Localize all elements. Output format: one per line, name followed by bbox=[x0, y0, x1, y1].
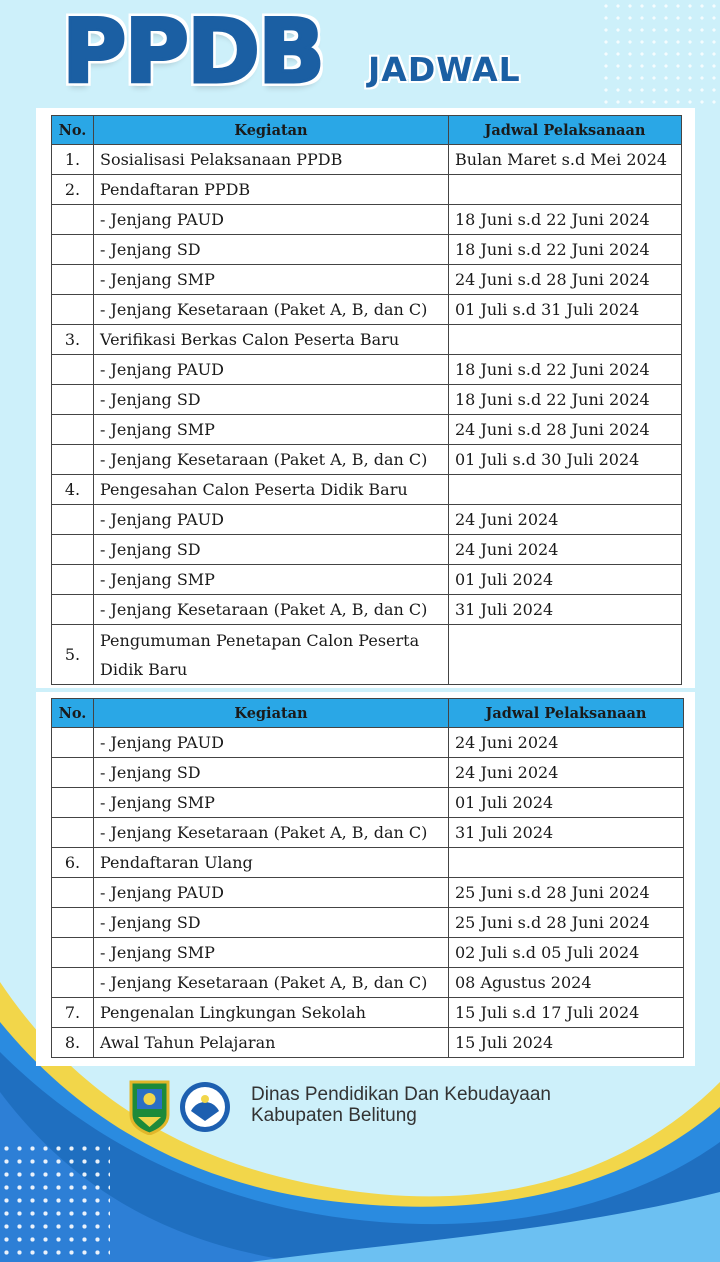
page-title: PPDB bbox=[62, 0, 324, 103]
cell-no bbox=[52, 295, 94, 325]
cell-no bbox=[52, 385, 94, 415]
cell-jadwal: 24 Juni 2024 bbox=[449, 728, 684, 758]
table-row bbox=[52, 908, 684, 938]
cell-kegiatan: - Jenjang SMP bbox=[94, 265, 449, 295]
table-row bbox=[52, 878, 684, 908]
cell-no: 2. bbox=[52, 175, 94, 205]
cell-jadwal: 31 Juli 2024 bbox=[449, 818, 684, 848]
cell-jadwal: 01 Juli s.d 30 Juli 2024 bbox=[449, 445, 682, 475]
cell-jadwal: 18 Juni s.d 22 Juni 2024 bbox=[449, 235, 682, 265]
header-no: No. bbox=[52, 116, 94, 145]
cell-jadwal: 24 Juni 2024 bbox=[449, 535, 682, 565]
table-row bbox=[52, 145, 682, 175]
cell-jadwal: 08 Agustus 2024 bbox=[449, 968, 684, 998]
cell-jadwal: 24 Juni 2024 bbox=[449, 758, 684, 788]
cell-no bbox=[52, 788, 94, 818]
header-jadwal: Jadwal Pelaksanaan bbox=[449, 116, 682, 145]
cell-kegiatan: Pengesahan Calon Peserta Didik Baru bbox=[94, 475, 449, 505]
table-row bbox=[52, 235, 682, 265]
cell-kegiatan: - Jenjang SD bbox=[94, 758, 449, 788]
cell-kegiatan: Sosialisasi Pelaksanaan PPDB bbox=[94, 145, 449, 175]
header-no: No. bbox=[52, 699, 94, 728]
cell-jadwal: 25 Juni s.d 28 Juni 2024 bbox=[449, 878, 684, 908]
table-row bbox=[52, 445, 682, 475]
cell-no bbox=[52, 535, 94, 565]
cell-jadwal: 18 Juni s.d 22 Juni 2024 bbox=[449, 355, 682, 385]
table-row bbox=[52, 175, 682, 205]
table-row bbox=[52, 565, 682, 595]
cell-no bbox=[52, 505, 94, 535]
cell-jadwal bbox=[449, 175, 682, 205]
cell-no bbox=[52, 265, 94, 295]
table-row bbox=[52, 758, 684, 788]
cell-kegiatan: - Jenjang SD bbox=[94, 385, 449, 415]
cell-jadwal bbox=[449, 625, 682, 685]
decorative-dots-bottom bbox=[0, 1142, 110, 1262]
cell-kegiatan: - Jenjang SD bbox=[94, 235, 449, 265]
table-row bbox=[52, 205, 682, 235]
table-row bbox=[52, 848, 684, 878]
cell-jadwal: 25 Juni s.d 28 Juni 2024 bbox=[449, 908, 684, 938]
cell-kegiatan: - Jenjang PAUD bbox=[94, 878, 449, 908]
table-row bbox=[52, 265, 682, 295]
cell-kegiatan: Pendaftaran PPDB bbox=[94, 175, 449, 205]
cell-no bbox=[52, 818, 94, 848]
cell-kegiatan: - Jenjang PAUD bbox=[94, 505, 449, 535]
cell-kegiatan: - Jenjang SMP bbox=[94, 938, 449, 968]
footer-line-1: Dinas Pendidikan Dan Kebudayaan bbox=[251, 1084, 551, 1105]
cell-jadwal: 31 Juli 2024 bbox=[449, 595, 682, 625]
cell-kegiatan: - Jenjang SMP bbox=[94, 565, 449, 595]
footer-text bbox=[251, 1084, 551, 1126]
page-subtitle: JADWAL bbox=[368, 50, 521, 89]
cell-no bbox=[52, 355, 94, 385]
tut-wuri-handayani-logo-icon bbox=[179, 1081, 231, 1133]
decorative-dots-top bbox=[600, 0, 720, 110]
cell-no: 7. bbox=[52, 998, 94, 1028]
cell-no bbox=[52, 565, 94, 595]
cell-jadwal: 24 Juni 2024 bbox=[449, 505, 682, 535]
cell-kegiatan: Awal Tahun Pelajaran bbox=[94, 1028, 449, 1058]
header-kegiatan: Kegiatan bbox=[94, 699, 449, 728]
cell-jadwal: Bulan Maret s.d Mei 2024 bbox=[449, 145, 682, 175]
table-header-row bbox=[52, 699, 684, 728]
cell-jadwal: 01 Juli s.d 31 Juli 2024 bbox=[449, 295, 682, 325]
cell-no: 3. bbox=[52, 325, 94, 355]
cell-kegiatan: - Jenjang Kesetaraan (Paket A, B, dan C) bbox=[94, 295, 449, 325]
cell-no: 5. bbox=[52, 625, 94, 685]
table-row bbox=[52, 535, 682, 565]
cell-no bbox=[52, 938, 94, 968]
cell-kegiatan: Verifikasi Berkas Calon Peserta Baru bbox=[94, 325, 449, 355]
cell-kegiatan: - Jenjang SD bbox=[94, 535, 449, 565]
cell-no bbox=[52, 595, 94, 625]
header-kegiatan: Kegiatan bbox=[94, 116, 449, 145]
table-row bbox=[52, 938, 684, 968]
table-row bbox=[52, 625, 682, 685]
cell-kegiatan: - Jenjang SMP bbox=[94, 415, 449, 445]
cell-jadwal: 24 Juni s.d 28 Juni 2024 bbox=[449, 265, 682, 295]
schedule-table-1 bbox=[51, 115, 682, 685]
table-header-row bbox=[52, 116, 682, 145]
cell-jadwal: 01 Juli 2024 bbox=[449, 788, 684, 818]
table-row bbox=[52, 968, 684, 998]
cell-kegiatan: - Jenjang PAUD bbox=[94, 205, 449, 235]
cell-no bbox=[52, 758, 94, 788]
footer-line-2: Kabupaten Belitung bbox=[251, 1105, 417, 1126]
cell-no: 4. bbox=[52, 475, 94, 505]
table-row bbox=[52, 295, 682, 325]
cell-no: 8. bbox=[52, 1028, 94, 1058]
cell-jadwal: 02 Juli s.d 05 Juli 2024 bbox=[449, 938, 684, 968]
cell-no bbox=[52, 728, 94, 758]
cell-kegiatan: - Jenjang PAUD bbox=[94, 355, 449, 385]
table-row bbox=[52, 355, 682, 385]
table-row bbox=[52, 998, 684, 1028]
cell-jadwal bbox=[449, 475, 682, 505]
logos bbox=[128, 1079, 231, 1135]
table-row bbox=[52, 415, 682, 445]
table-row bbox=[52, 818, 684, 848]
cell-jadwal bbox=[449, 848, 684, 878]
cell-kegiatan: Pengenalan Lingkungan Sekolah bbox=[94, 998, 449, 1028]
header-jadwal: Jadwal Pelaksanaan bbox=[449, 699, 684, 728]
cell-no bbox=[52, 445, 94, 475]
cell-jadwal: 18 Juni s.d 22 Juni 2024 bbox=[449, 385, 682, 415]
cell-kegiatan: - Jenjang SMP bbox=[94, 788, 449, 818]
cell-jadwal: 18 Juni s.d 22 Juni 2024 bbox=[449, 205, 682, 235]
cell-no bbox=[52, 878, 94, 908]
belitung-regency-emblem-icon bbox=[128, 1079, 171, 1135]
cell-jadwal: 15 Juli s.d 17 Juli 2024 bbox=[449, 998, 684, 1028]
cell-jadwal: 01 Juli 2024 bbox=[449, 565, 682, 595]
table-row bbox=[52, 385, 682, 415]
cell-no bbox=[52, 908, 94, 938]
cell-kegiatan: - Jenjang Kesetaraan (Paket A, B, dan C) bbox=[94, 968, 449, 998]
cell-kegiatan: - Jenjang SD bbox=[94, 908, 449, 938]
cell-kegiatan: - Jenjang PAUD bbox=[94, 728, 449, 758]
cell-jadwal bbox=[449, 325, 682, 355]
cell-jadwal: 24 Juni s.d 28 Juni 2024 bbox=[449, 415, 682, 445]
table-row bbox=[52, 505, 682, 535]
table-row bbox=[52, 325, 682, 355]
cell-kegiatan: Pengumuman Penetapan Calon Peserta Didik Baru bbox=[94, 625, 449, 685]
cell-kegiatan: - Jenjang Kesetaraan (Paket A, B, dan C) bbox=[94, 818, 449, 848]
table-row bbox=[52, 595, 682, 625]
table-row bbox=[52, 728, 684, 758]
cell-kegiatan: - Jenjang Kesetaraan (Paket A, B, dan C) bbox=[94, 445, 449, 475]
schedule-table-2 bbox=[51, 698, 684, 1058]
table-row bbox=[52, 475, 682, 505]
cell-no bbox=[52, 235, 94, 265]
cell-kegiatan: - Jenjang Kesetaraan (Paket A, B, dan C) bbox=[94, 595, 449, 625]
cell-no: 1. bbox=[52, 145, 94, 175]
cell-no bbox=[52, 415, 94, 445]
table-row bbox=[52, 1028, 684, 1058]
cell-jadwal: 15 Juli 2024 bbox=[449, 1028, 684, 1058]
cell-no bbox=[52, 968, 94, 998]
cell-no: 6. bbox=[52, 848, 94, 878]
cell-no bbox=[52, 205, 94, 235]
cell-kegiatan: Pendaftaran Ulang bbox=[94, 848, 449, 878]
table-row bbox=[52, 788, 684, 818]
